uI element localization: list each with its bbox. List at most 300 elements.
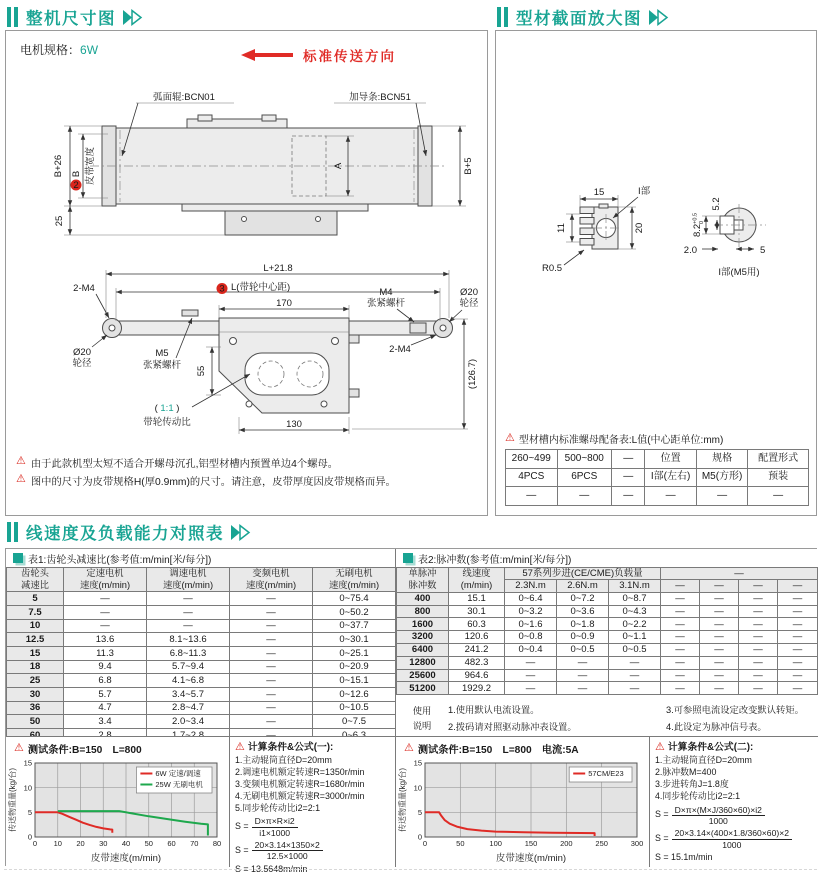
table-cell: 51200 (397, 682, 449, 695)
table-cell: 30 (7, 688, 64, 702)
chart1-cell (6, 736, 230, 867)
m5-label: M5 (155, 348, 169, 359)
table-cell: 1929.2 (449, 682, 505, 695)
table-cell: 0~12.6 (313, 688, 396, 702)
table-row (7, 674, 396, 688)
calc1-lines (235, 755, 390, 814)
table-cell: — (778, 631, 818, 644)
formula-result: S = 13.5648m/min (235, 863, 308, 874)
table-cell: 964.6 (449, 669, 505, 682)
svg-text:60: 60 (167, 839, 176, 848)
test-condition-1-text: 测试条件:B=150 L=800 (27, 745, 142, 756)
table-cell: — (739, 631, 778, 644)
table-cell: — (230, 701, 313, 715)
svg-text:传送物重量(kg/台): 传送物重量(kg/台) (398, 768, 407, 832)
belt-body (90, 115, 444, 235)
table-cell: — (739, 592, 778, 605)
table-cell: — (230, 674, 313, 688)
group-header: 57系列步进(CE/CME)负载量 (505, 568, 661, 580)
table-cell: 0~15.1 (313, 674, 396, 688)
sub-header: 2.6N.m (557, 580, 609, 592)
table-cell: 0~0.4 (505, 643, 557, 656)
table-cell: 260~499 (506, 450, 558, 469)
table-cell: — (700, 682, 739, 695)
table-cell: 0~3.6 (557, 605, 609, 618)
test-condition-1 (6, 737, 229, 756)
warning-icon: ⚠ (14, 741, 24, 754)
table-cell: 0~0.8 (505, 631, 557, 644)
svg-text:15: 15 (413, 758, 422, 768)
formula-result: S = 15.1m/min (655, 851, 713, 862)
table-cell: — (739, 669, 778, 682)
guide-label: 加导条:BCN51 (349, 92, 411, 103)
table1-cell (6, 549, 396, 736)
table-cell: — (230, 619, 313, 633)
sub-header: 2.3N.m (505, 580, 557, 592)
table-cell: I部(左右) (645, 468, 697, 487)
table-cell: 241.2 (449, 643, 505, 656)
table-cell: — (778, 656, 818, 669)
svg-text:100: 100 (489, 839, 502, 848)
text-line: 4.无刷电机额定转速R=3000r/min (235, 790, 365, 801)
header-bar (7, 7, 11, 27)
warning-icon: ⚠ (16, 455, 26, 467)
table-cell: — (739, 656, 778, 669)
speed-load-panel (5, 548, 817, 874)
warning-icon: ⚠ (655, 741, 665, 753)
table-cell: — (557, 487, 612, 506)
m4-label: M4 (379, 287, 393, 298)
motor-spec-value: 6W (80, 43, 99, 57)
dim-170: 170 (276, 298, 292, 309)
table-cell: 6.8 (64, 674, 147, 688)
table-cell: — (609, 682, 661, 695)
table-cell: — (64, 619, 147, 633)
table-cell: — (661, 618, 700, 631)
dim-11: 11 (556, 223, 567, 233)
col-header: 单脉冲 脉冲数 (397, 568, 449, 593)
table-cell: 0~0.5 (609, 643, 661, 656)
table-cell: — (230, 660, 313, 674)
formula: S = $\frac{D\times\pi\times(M\times J/360\times 60)\times i2}{1000}$ (655, 805, 813, 827)
motor-spec-label: 电机规格： (20, 43, 81, 57)
text-line: 2.脉冲数M=400 (655, 767, 717, 778)
svg-text:300: 300 (630, 839, 644, 848)
svg-text:0: 0 (417, 832, 422, 842)
table-row (7, 660, 396, 674)
table-cell: 6PCS (557, 468, 612, 487)
svg-text:150: 150 (524, 839, 538, 848)
table-row (506, 450, 809, 469)
profile-panel (495, 30, 817, 516)
i-section-label: I部 (638, 186, 651, 197)
ratio-caption: 带轮传动比 (143, 417, 191, 428)
table-cell: 9.4 (64, 660, 147, 674)
table-cell: — (739, 682, 778, 695)
table-cell: — (64, 592, 147, 606)
header-bar (14, 522, 18, 542)
text-line: 2.调速电机额定转速R=1350r/min (235, 767, 365, 778)
svg-text:5: 5 (417, 807, 422, 817)
calc1-title (235, 741, 390, 754)
m5-tension-label: 张紧螺杆 (142, 360, 182, 371)
svg-text:70: 70 (190, 839, 199, 848)
table-cell: — (739, 605, 778, 618)
table-cell: 2.0~3.4 (147, 715, 230, 729)
col-header: 齿轮头 减速比 (7, 568, 64, 592)
table-cell: — (609, 669, 661, 682)
chart-svg (8, 756, 224, 864)
detail-caption: I部(M5用) (718, 267, 760, 278)
svg-text:40: 40 (121, 839, 131, 848)
table-cell: — (700, 592, 739, 605)
table-cell: — (230, 605, 313, 619)
dim-15: 15 (593, 187, 605, 198)
table-cell: — (147, 619, 230, 633)
table-row (397, 592, 818, 605)
svg-text:5: 5 (27, 807, 32, 817)
svg-text:50: 50 (144, 839, 153, 848)
table-row (397, 605, 818, 618)
dim-130: 130 (286, 419, 302, 430)
table-cell: — (661, 605, 700, 618)
table-cell: 500~800 (557, 450, 612, 469)
header-bar (497, 7, 501, 27)
table-cell: 1600 (397, 618, 449, 631)
direction-label: 标准传送方向 (303, 49, 396, 64)
formula: S = $\frac{D\times\pi\times R\times i2}{i1\times 1000}$ (235, 816, 390, 838)
table-cell: — (230, 688, 313, 702)
table-cell: 18 (7, 660, 64, 674)
table-cell: — (612, 487, 645, 506)
svg-text:10: 10 (23, 783, 32, 793)
table-row (7, 715, 396, 729)
text-line: 1.主动辊筒直径D=20mm (235, 755, 332, 766)
table-cell: 0~10.5 (313, 701, 396, 715)
usage-notes-right (666, 702, 804, 735)
table-cell: 0~30.1 (313, 633, 396, 647)
note-text: 图中的尺寸为皮带规格H(厚0.9mm)的尺寸。请注意，皮带厚度因皮带规格而异。 (30, 477, 396, 488)
text-line: 1.主动辊筒直径D=20mm (655, 755, 752, 766)
note-line (16, 473, 482, 488)
conveyor-side-view (12, 261, 482, 453)
table-cell: 6400 (397, 643, 449, 656)
svg-text:80: 80 (212, 839, 222, 848)
usage-notes-left (448, 702, 666, 735)
group-header: — (661, 568, 818, 580)
table-cell: — (661, 631, 700, 644)
svg-text:0: 0 (32, 839, 38, 848)
direction-arrow (241, 45, 396, 65)
warning-icon: ⚠ (235, 741, 245, 753)
table-cell: 0~4.3 (609, 605, 661, 618)
table-cell: 15 (7, 646, 64, 660)
sub-header: 3.1N.m (609, 580, 661, 592)
table-cell: 7.5 (7, 605, 64, 619)
table-cell: — (661, 656, 700, 669)
header-bar (504, 7, 508, 27)
table-cell: — (230, 633, 313, 647)
text-line: 1.使用默认电流设置。 (448, 705, 540, 716)
table-row (506, 487, 809, 506)
table-cell: — (506, 487, 558, 506)
table-cell: 13.6 (64, 633, 147, 647)
nut-table-title-text: 型材槽内标准螺母配备表:L值(中心距单位:mm) (518, 435, 724, 446)
table2-title (396, 549, 818, 567)
table-cell: — (778, 643, 818, 656)
dia20-left: Ø20 (73, 347, 91, 358)
text-line: 5.同步轮传动比i2=2:1 (235, 802, 321, 813)
table-cell: — (748, 487, 809, 506)
table-cell: 0~6.4 (505, 592, 557, 605)
svg-text:25W 无刷电机: 25W 无刷电机 (155, 780, 203, 789)
section-header-speed (7, 521, 251, 543)
sub-header: — (778, 580, 818, 592)
svg-text:15: 15 (23, 758, 32, 768)
conveyor-top-view (12, 86, 482, 258)
table-cell: 位置 (645, 450, 697, 469)
section-title: 型材截面放大图 (516, 10, 642, 28)
table-cell: — (147, 605, 230, 619)
calc2-title-text: 计算条件&公式(二): (667, 742, 754, 754)
formula: S = $\frac{20\times 3.14\times(400\times 1.8/360\times 60)\times 2}{1000}$ (655, 828, 813, 850)
table-cell: — (778, 682, 818, 695)
formula: S = $\frac{20\times 3.14\times 1350\times 2}{12.5\times 1000}$ (235, 840, 390, 862)
roller-label: 弧面辊:BCN01 (153, 92, 215, 103)
table-cell: — (778, 605, 818, 618)
table-cell: — (700, 631, 739, 644)
table-cell: — (609, 656, 661, 669)
dim-55: 55 (196, 365, 207, 377)
text-line: 4.此设定为脉冲信号表。 (666, 722, 767, 733)
test-condition-2 (396, 737, 649, 756)
table-cell: 800 (397, 605, 449, 618)
wheel-left: 轮径 (72, 358, 92, 369)
table-cell: — (64, 605, 147, 619)
m4-tension-label: 张紧螺杆 (366, 298, 406, 309)
dim-52: 5.2 (711, 197, 722, 211)
table-cell: — (696, 487, 748, 506)
gear-ratio-table (6, 567, 396, 743)
table-row (397, 618, 818, 631)
table-bullet-icon (403, 553, 413, 563)
table-cell: 2.8~4.7 (147, 701, 230, 715)
table-cell: 3.4 (64, 715, 147, 729)
table-cell: 6.8~11.3 (147, 646, 230, 660)
dim-1267: (126.7) (467, 358, 478, 390)
table-cell: 0~0.9 (557, 631, 609, 644)
table-cell: 0~50.2 (313, 605, 396, 619)
table-cell: — (739, 618, 778, 631)
table-cell: — (739, 643, 778, 656)
arrow-left-icon (241, 49, 255, 61)
text-line: 3.变频电机额定转速R=1680r/min (235, 778, 365, 789)
table-cell: 4.1~6.8 (147, 674, 230, 688)
circled-number-3-text: 3 (219, 283, 225, 295)
table-cell: 配置形式 (748, 450, 809, 469)
calc2-title (655, 741, 813, 754)
table-cell: 0~7.5 (313, 715, 396, 729)
m4x2-left: 2-M4 (73, 283, 95, 294)
table-cell: 12800 (397, 656, 449, 669)
table-cell: 0~7.2 (557, 592, 609, 605)
chart-svg (398, 756, 644, 864)
table-row (7, 701, 396, 715)
dia20-right: Ø20 (460, 287, 478, 298)
table-cell: 0~75.4 (313, 592, 396, 606)
calc1-title-text: 计算条件&公式(一): (247, 742, 334, 754)
table2-cell (396, 549, 818, 736)
table1-title (6, 549, 395, 567)
nut-table-block (505, 431, 809, 506)
table-cell: 60.3 (449, 618, 505, 631)
table2-title-text: 表2:脉冲数(参考值:m/min[米/每分]) (418, 554, 572, 566)
table-cell: — (557, 682, 609, 695)
table-row (7, 592, 396, 606)
sub-header: — (661, 580, 700, 592)
table-row (397, 669, 818, 682)
table-cell: — (661, 592, 700, 605)
table-cell: 0~0.5 (557, 643, 609, 656)
calc2-cell (650, 736, 818, 867)
header-bar (7, 522, 11, 542)
warning-icon: ⚠ (404, 741, 414, 754)
table-cell: — (612, 468, 645, 487)
table-cell: — (778, 618, 818, 631)
test-condition-2-text: 测试条件:B=150 L=800 电流:5A (417, 745, 579, 756)
table-cell: 0~2.2 (609, 618, 661, 631)
load-speed-chart-1 (8, 756, 229, 869)
section-header-profile (497, 6, 669, 28)
profile-shape (580, 204, 620, 249)
table-row (397, 631, 818, 644)
table-cell: 预装 (748, 468, 809, 487)
sub-header: — (739, 580, 778, 592)
table-cell: 5.7 (64, 688, 147, 702)
table-cell: 3200 (397, 631, 449, 644)
arrow-shaft (255, 53, 293, 58)
sub-header: — (700, 580, 739, 592)
table-row (397, 682, 818, 695)
nut-table-title (505, 431, 809, 446)
table-cell: 0~8.7 (609, 592, 661, 605)
table-cell: 0~20.9 (313, 660, 396, 674)
notes (16, 455, 482, 491)
dim-a: A (333, 162, 344, 170)
warning-icon: ⚠ (16, 473, 26, 485)
table-cell: 0~1.8 (557, 618, 609, 631)
dim-r05: R0.5 (542, 263, 563, 274)
table-cell: 4.7 (64, 701, 147, 715)
dim-82-tol: $8.2^{+0.5}0$ (692, 212, 705, 238)
text-line: 3.步进转角J=1.8度 (655, 778, 729, 789)
table-cell: — (700, 618, 739, 631)
table-cell: 0~37.7 (313, 619, 396, 633)
table-cell: 25600 (397, 669, 449, 682)
table-cell: 15.1 (449, 592, 505, 605)
table-cell: — (230, 592, 313, 606)
table-cell: 规格 (696, 450, 748, 469)
svg-text:皮带速度(m/min): 皮带速度(m/min) (90, 853, 162, 864)
table-bullet-icon (13, 553, 23, 563)
svg-text:30: 30 (99, 839, 108, 848)
table-row (7, 633, 396, 647)
table-cell: 5.7~9.4 (147, 660, 230, 674)
belt-width-label: 皮带宽度 (85, 146, 96, 186)
table-cell: — (505, 656, 557, 669)
col-header: 变频电机 速度(m/min) (230, 568, 313, 592)
svg-text:6W 定速/调速: 6W 定速/调速 (155, 769, 201, 778)
m4x2-right: 2-M4 (389, 344, 411, 355)
table-cell: 30.1 (449, 605, 505, 618)
table-cell: 0~1.1 (609, 631, 661, 644)
wheel-right: 轮径 (459, 298, 479, 309)
table-cell: — (700, 605, 739, 618)
table-cell: — (700, 656, 739, 669)
table-cell: 11.3 (64, 646, 147, 660)
svg-text:57CM/E23: 57CM/E23 (588, 769, 624, 778)
table-cell: — (661, 669, 700, 682)
section-title: 线速度及负载能力对照表 (26, 525, 224, 543)
dim-b26: B+26 (53, 154, 64, 178)
table-cell: 36 (7, 701, 64, 715)
table-cell: — (557, 656, 609, 669)
dim-5: 5 (760, 245, 766, 256)
table-cell: — (661, 643, 700, 656)
table-cell: — (700, 643, 739, 656)
text-line: 4.同步轮传动比i2=2:1 (655, 790, 741, 801)
svg-text:10: 10 (413, 783, 422, 793)
note-text: 由于此款机型太短不适合开螺母沉孔,铝型材槽内预置单边4个螺母。 (30, 459, 339, 470)
table-cell: — (505, 682, 557, 695)
table-row (7, 646, 396, 660)
section-arrow-icon (122, 9, 143, 26)
table-cell: 4PCS (506, 468, 558, 487)
table-cell: 8.1~13.6 (147, 633, 230, 647)
table-cell: 0~25.1 (313, 646, 396, 660)
pulse-table (396, 567, 818, 695)
table-cell: — (230, 715, 313, 729)
svg-text:皮带速度(m/min): 皮带速度(m/min) (495, 853, 567, 864)
table-cell: — (230, 646, 313, 660)
svg-text:10: 10 (53, 839, 62, 848)
page-cut-line (4, 869, 817, 870)
nut-table (505, 449, 809, 506)
profile-cross-section (496, 161, 816, 341)
table-cell: — (557, 669, 609, 682)
svg-text:50: 50 (456, 839, 465, 848)
dim-l: L(带轮中心距) (231, 282, 291, 293)
table-cell: 0~3.2 (505, 605, 557, 618)
dim-2: 2.0 (683, 245, 697, 256)
page-title: 整机尺寸图 (26, 10, 116, 28)
section-header-dimensions (7, 6, 143, 28)
svg-text:0: 0 (27, 832, 32, 842)
table-row (397, 656, 818, 669)
table-cell: M5(方形) (696, 468, 748, 487)
col-header: 无刷电机 速度(m/min) (313, 568, 396, 592)
table-row (7, 619, 396, 633)
table-cell: — (778, 592, 818, 605)
svg-text:200: 200 (560, 839, 573, 848)
table-row (7, 605, 396, 619)
table-cell: 482.3 (449, 656, 505, 669)
table-cell: 120.6 (449, 631, 505, 644)
dim-b5: B+5 (463, 157, 474, 175)
calc2-lines (655, 755, 813, 802)
table-cell: 0~1.6 (505, 618, 557, 631)
svg-text:0: 0 (422, 839, 428, 848)
